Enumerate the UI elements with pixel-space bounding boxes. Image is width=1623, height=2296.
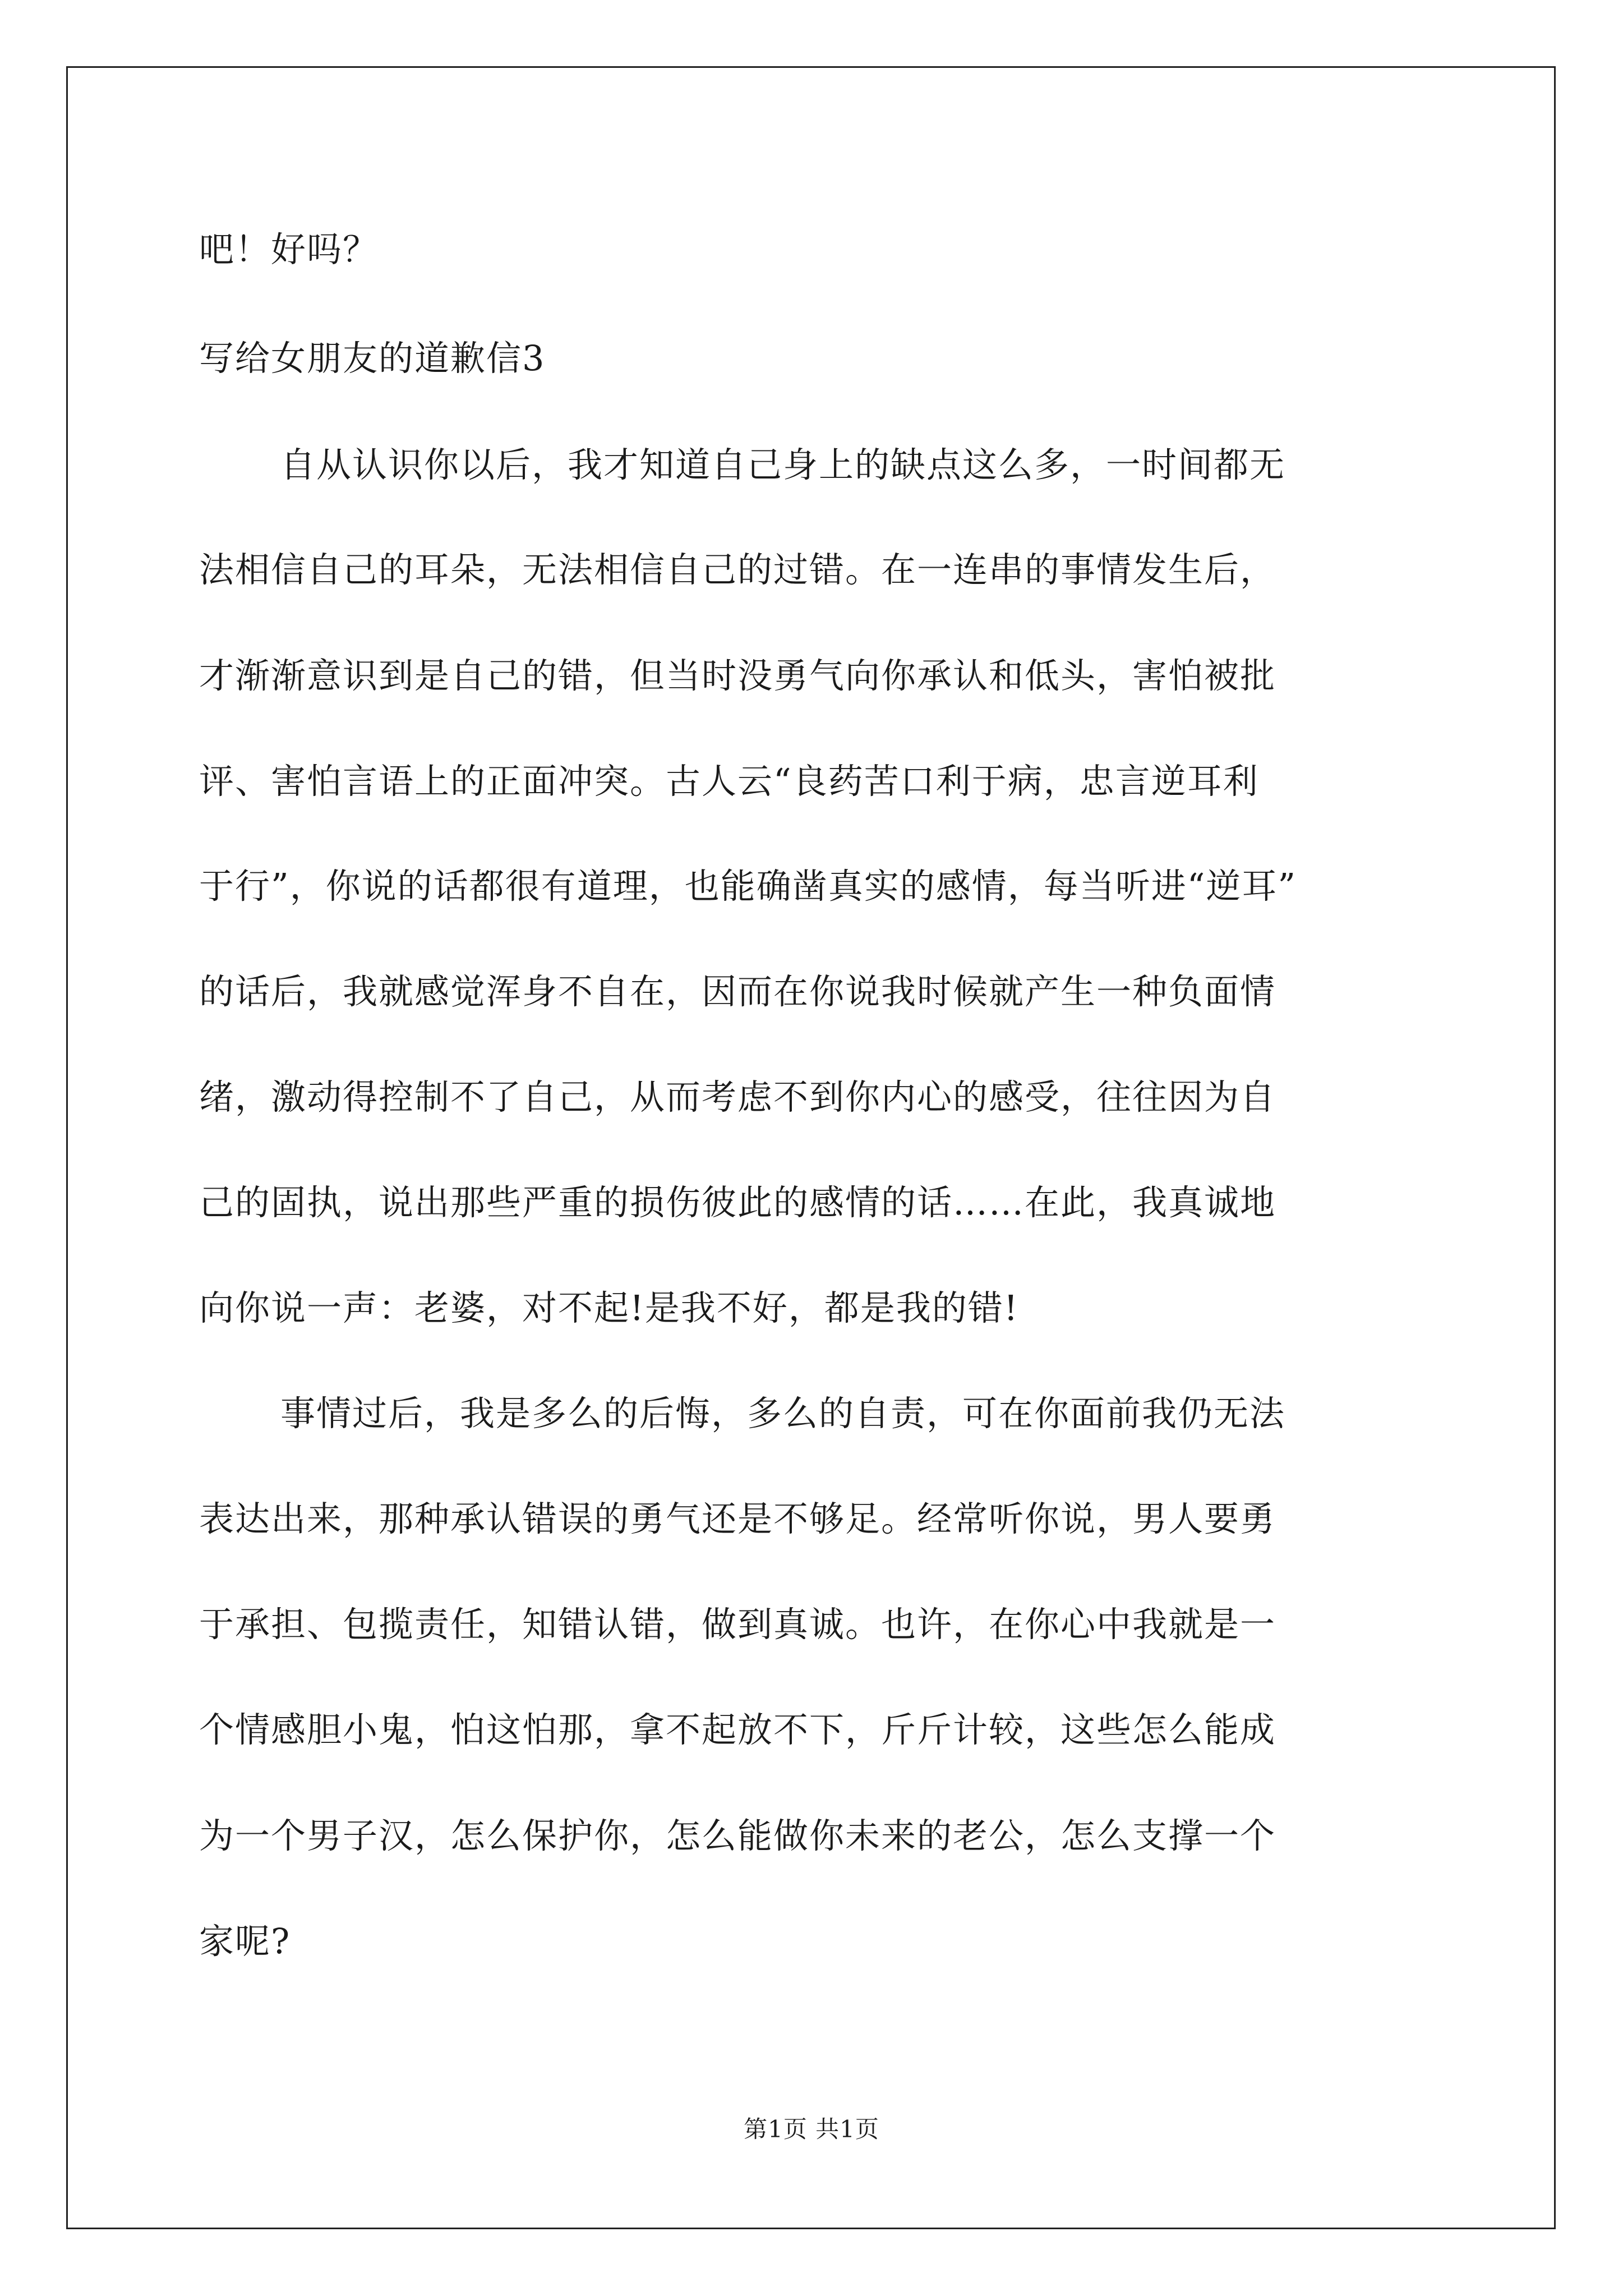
paragraph-1-line-7: 绪，激动得控制不了自己，从而考虑不到你内心的感受，往往因为自 (199, 1076, 1276, 1117)
paragraph-2-line-1: 事情过后，我是多么的后悔，多么的自责，可在你面前我仍无法 (280, 1393, 1286, 1434)
paragraph-1-line-5: 于行”，你说的话都很有道理，也能确凿真实的感情，每当听进“逆耳” (199, 866, 1297, 907)
letter-heading: 写给女朋友的道歉信3 (199, 338, 546, 379)
paragraph-1-line-1: 自从认识你以后，我才知道自己身上的缺点这么多，一时间都无 (280, 444, 1286, 485)
paragraph-1-line-9: 向你说一声：老婆，对不起!是我不好，都是我的错! (199, 1287, 1019, 1328)
paragraph-1-line-3: 才渐渐意识到是自己的错，但当时没勇气向你承认和低头，害怕被批 (199, 655, 1276, 696)
text-line: 吧！好吗？ (199, 229, 379, 270)
paragraph-1-line-8: 己的固执，说出那些严重的损伤彼此的感情的话……在此，我真诚地 (199, 1182, 1276, 1223)
paragraph-2-line-4: 个情感胆小鬼，怕这怕那，拿不起放不下，斤斤计较，这些怎么能成 (199, 1709, 1276, 1750)
paragraph-2-line-2: 表达出来，那种承认错误的勇气还是不够足。经常听你说，男人要勇 (199, 1498, 1276, 1539)
paragraph-1-line-6: 的话后，我就感觉浑身不自在，因而在你说我时候就产生一种负面情 (199, 971, 1276, 1012)
paragraph-2-line-3: 于承担、包揽责任，知错认错，做到真诚。也许，在你心中我就是一 (199, 1604, 1276, 1645)
paragraph-1-line-2: 法相信自己的耳朵，无法相信自己的过错。在一连串的事情发生后， (199, 549, 1276, 590)
paragraph-1-line-4: 评、害怕言语上的正面冲突。古人云“良药苦口利于病，忠言逆耳利 (199, 761, 1259, 802)
paragraph-2-line-5: 为一个男子汉，怎么保护你，怎么能做你未来的老公，怎么支撑一个 (199, 1815, 1276, 1856)
page-border (66, 66, 1556, 2229)
page-footer: 第1页 共1页 (744, 2115, 879, 2143)
paragraph-2-line-6: 家呢? (199, 1921, 291, 1962)
